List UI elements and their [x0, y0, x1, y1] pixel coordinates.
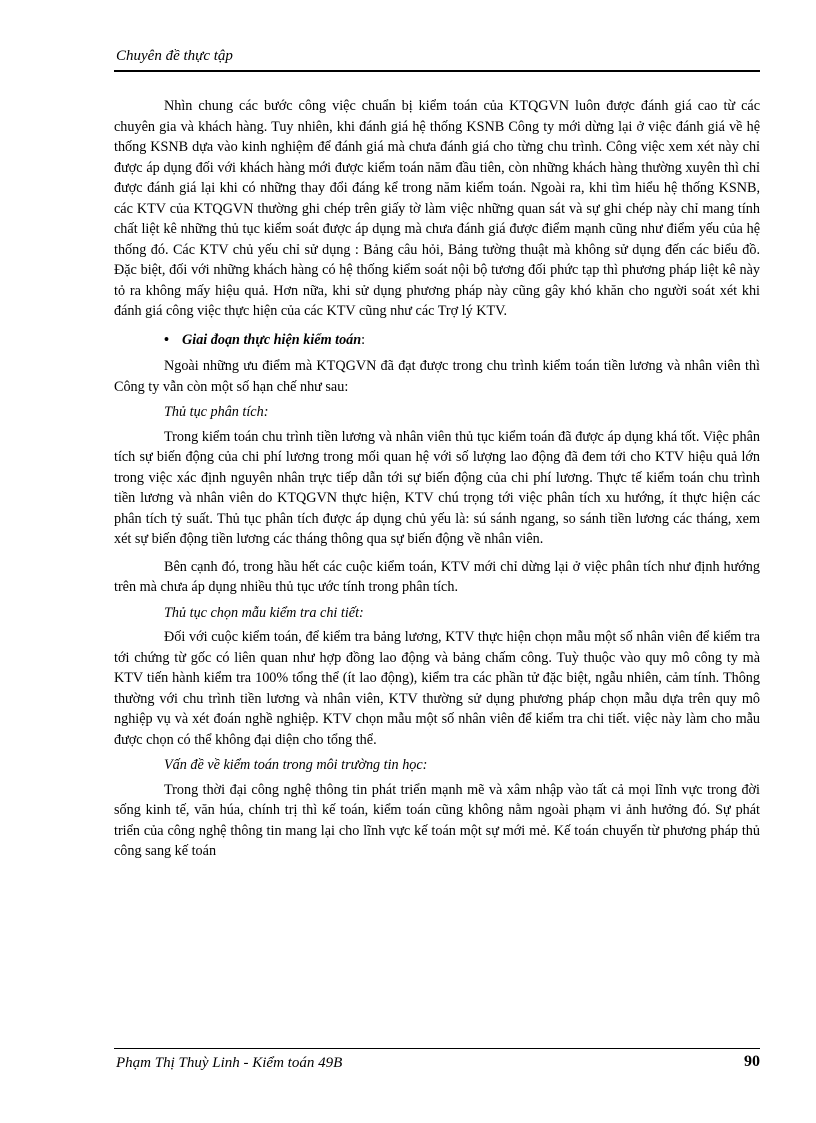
- bullet-icon: •: [164, 331, 169, 348]
- subheading-sampling: Thủ tục chọn mẫu kiểm tra chi tiết:: [164, 604, 364, 621]
- paragraph-5: Đối với cuộc kiểm toán, để kiểm tra bảng lương, KTV thực hiện chọn mẫu một số nhân viên để kiểm tra tới chứng từ gốc có liên quan như hợp đồng lao động và bảng chấm công. Tuỳ thuộc vào quy mô công ty mà KTV tiến hành kiểm tra 100% tổng thể (ít lao động), kiểm tra các phần tử đặc biệt, ngẫu nhiên, cảm tính. Thông thường với chu trình tiền lương và nhân viên, KTV thường sử dụng phương pháp chọn mẫu dựa trên quy mô nghiệp vụ và xét đoán nghề nghiệp. KTV chọn mẫu một số nhân viên để kiểm tra chi tiết. việc này làm cho mẫu được chọn có thể không đại diện cho tổng thể.: [114, 629, 760, 748]
- subheading-it-audit: Vấn đề về kiểm toán trong môi trường tin học:: [164, 757, 428, 773]
- footer-author: Phạm Thị Thuỳ Linh - Kiểm toán 49B: [116, 1055, 343, 1071]
- paragraph-6: Trong thời đại công nghệ thông tin phát triển mạnh mẽ và xâm nhập vào tất cả mọi lĩnh vực trong đời sống kinh tế, văn húa, chính trị thì kế toán, kiểm toán cũng không nằm ngoài phạm vi ảnh hưởng đó. Sự phát triển của công nghệ thông tin mang lại cho lĩnh vực kế toán một sự mới mẻ. Kế toán chuyển từ phương pháp thủ công sang kế toán: [114, 781, 760, 859]
- paragraph-2: Ngoài những ưu điểm mà KTQGVN đã đạt được trong chu trình kiểm toán tiền lương và nhân viên thì Công ty vẫn còn một số hạn chế như sau:: [114, 358, 760, 395]
- paragraph-4: Bên cạnh đó, trong hầu hết các cuộc kiểm toán, KTV mới chỉ dừng lại ở việc phân tích như định hướng trên mà chưa áp dụng nhiều thủ tục ước tính trong phân tích.: [114, 558, 760, 595]
- page-content: [114, 96, 760, 862]
- section-heading-colon: :: [361, 331, 366, 348]
- page-number: 90: [744, 1053, 760, 1070]
- footer-rule: [114, 1048, 760, 1049]
- section-heading-execution: [114, 330, 760, 351]
- paragraph-1: Nhìn chung các bước công việc chuẩn bị kiểm toán của KTQGVN luôn được đánh giá cao từ các chuyên gia và khách hàng. Tuy nhiên, khi đánh giá hệ thống KSNB Công ty mới dừng lại ở việc đánh giá về hệ thống KSNB dựa vào kinh nghiệm để đánh giá mà chưa đánh giá cho từng chu trình. Công việc xem xét này chỉ được áp dụng đối với khách hàng mới được kiểm toán năm đầu tiên, còn những khách hàng thường xuyên thì chỉ được đánh giá lại khi có những thay đổi đáng kể trong năm kiểm toán. Ngoài ra, khi tìm hiểu hệ thống KSNB, các KTV của KTQGVN thường ghi chép trên giấy tờ làm việc những quan sát và sự ghi chép này chỉ mang tính chất liệt kê những thủ tục kiểm soát được áp dụng mà chưa đánh giá được điểm mạnh cũng như điểm yếu của hệ thống đó. Các KTV chủ yếu chỉ sử dụng : Bảng câu hỏi, Bảng tường thuật mà không sử dụng đến các biểu đồ. Đặc biệt, đối với những khách hàng có hệ thống kiểm soát nội bộ tương đối phức tạp thì phương pháp liệt kê này tỏ ra không mấy hiệu quả. Hơn nữa, khi sử dụng phương pháp này cũng gây khó khăn cho người soát xét khi đánh giá công việc thực hiện của các KTV cũng như các Trợ lý KTV.: [114, 98, 760, 319]
- subheading-analysis: Thủ tục phân tích:: [164, 404, 269, 420]
- section-heading-text: Giai đoạn thực hiện kiểm toán: [182, 331, 362, 348]
- header-title: Chuyên đề thực tập: [116, 48, 233, 64]
- paragraph-3: Trong kiểm toán chu trình tiền lương và nhân viên thủ tục kiểm toán đã được áp dụng khá tốt. Việc phân tích sự biến động của chi phí lương trong mối quan hệ với số lượng lao động đã đem tới cho KTV hiệu quả lớn trong việc xác định nguyên nhân trực tiếp dẫn tới sự biến động của chi phí lương. Thực tế kiểm toán chu trình tiền lương và nhân viên do KTQGVN thực hiện, KTV chú trọng tới việc phân tích xu hướng, ít thực hiện các phân tích tỷ suất. Thủ tục phân tích được áp dụng chủ yếu là: sú sánh ngang, so sánh tiền lương các tháng, xem xét sự biến động tiền lương các tháng thông qua sự biến động về nhân viên.: [114, 428, 760, 547]
- header-rule: [114, 70, 760, 72]
